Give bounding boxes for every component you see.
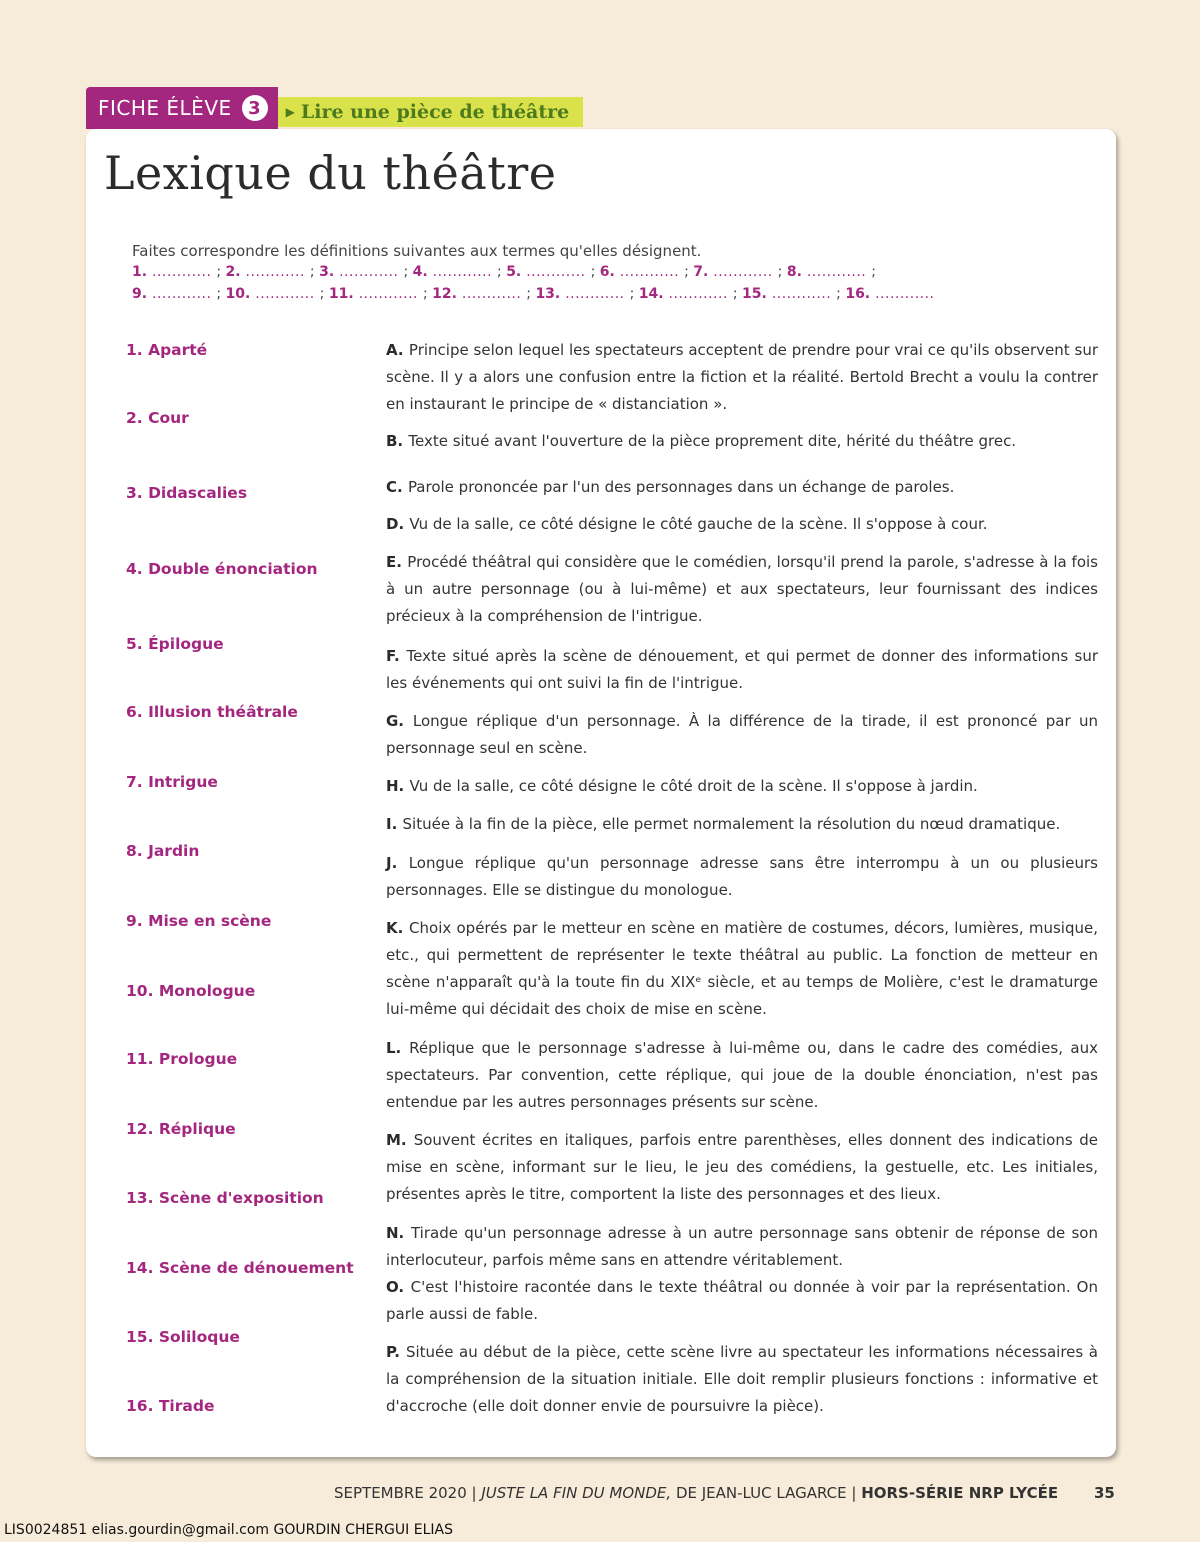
definition-text: Située au début de la pièce, cette scène livre au spectateur les informations nécessaires à la compréhension de la situation initiale. Elle doit remplir plusieurs fonctions : informative et d'accroche (elle doit donner envie de poursuivre la pièce). xyxy=(386,1343,1098,1415)
term-item: 2. Cour xyxy=(126,409,189,427)
definition-letter: P. xyxy=(386,1343,406,1361)
definition-text: Souvent écrites en italiques, parfois entre parenthèses, elles donnent des indications de mise en scène, informant sur le lieu, le jeu des comédiens, la gestuelle, etc. Les initiales, présentes après le titre, comportent la liste des personnages et des lieux. xyxy=(386,1131,1098,1203)
definition-letter: F. xyxy=(386,647,407,665)
definition-letter: G. xyxy=(386,712,413,730)
term-item: 3. Didascalies xyxy=(126,484,248,502)
term-item: 14. Scène de dénouement xyxy=(126,1259,354,1277)
definition-item xyxy=(386,337,1098,418)
definition-text: Tirade qu'un personnage adresse à un autre personnage sans obtenir de réponse de son interlocuteur, parfois même sans en attendre véritablement. xyxy=(386,1224,1098,1269)
page-number: 35 xyxy=(1094,1484,1115,1502)
answer-separator: ; xyxy=(309,264,320,280)
answer-row-1 xyxy=(132,264,876,280)
definition-letter: O. xyxy=(386,1278,411,1296)
answer-separator: ; xyxy=(403,264,413,280)
answer-number: 6. xyxy=(599,264,615,280)
answer-number: 5. xyxy=(506,264,522,280)
footer-date: SEPTEMBRE 2020 | xyxy=(334,1484,482,1502)
definition-item xyxy=(386,708,1098,762)
answer-number: 11. xyxy=(328,286,354,302)
answer-blank[interactable]: ............ xyxy=(353,286,423,302)
definition-letter: K. xyxy=(386,919,410,937)
answer-separator: ; xyxy=(216,286,226,302)
definition-item xyxy=(386,811,1098,838)
answer-separator: ; xyxy=(871,264,876,280)
answer-number: 13. xyxy=(535,286,561,302)
term-item: 6. Illusion théâtrale xyxy=(126,703,298,721)
definition-item xyxy=(386,850,1098,904)
term-item: 16. Tirade xyxy=(126,1397,215,1415)
watermark: LIS0024851 elias.gourdin@gmail.com GOURDIN CHERGUI ELIAS xyxy=(4,1522,453,1538)
answer-number: 3. xyxy=(319,264,335,280)
term-item: 9. Mise en scène xyxy=(126,912,272,930)
definition-text: Procédé théâtral qui considère que le comédien, lorsqu'il prend la parole, s'adresse à la fois à un autre personnage (ou à lui-même) et aux spectateurs, leur fournissant des indices précieux à la compréhension de l'intrigue. xyxy=(386,553,1098,625)
term-item: 11. Prologue xyxy=(126,1050,238,1068)
page-title: Lexique du théâtre xyxy=(104,146,557,200)
answer-blank[interactable]: ............ xyxy=(663,286,733,302)
fiche-label xyxy=(86,87,278,129)
definition-letter: B. xyxy=(386,432,409,450)
answer-separator: ; xyxy=(629,286,639,302)
definition-text: Texte situé après la scène de dénouement, et qui permet de donner des informations sur les événements qui ont suivi la fin de l'intrigue. xyxy=(386,647,1098,692)
footer-work: JUSTE LA FIN DU MONDE, xyxy=(481,1484,672,1502)
answer-number: 10. xyxy=(225,286,251,302)
answer-number: 16. xyxy=(845,286,871,302)
definition-letter: H. xyxy=(386,777,410,795)
definition-text: Située à la fin de la pièce, elle permet normalement la résolution du nœud dramatique. xyxy=(402,815,1061,833)
answer-separator: ; xyxy=(590,264,600,280)
definition-text: Vu de la salle, ce côté désigne le côté gauche de la scène. Il s'oppose à cour. xyxy=(409,515,988,533)
answer-row-2 xyxy=(132,286,935,302)
answer-separator: ; xyxy=(319,286,329,302)
term-item: 10. Monologue xyxy=(126,982,256,1000)
footer-series: HORS-SÉRIE NRP LYCÉE xyxy=(861,1484,1059,1502)
answer-blank[interactable]: ............ xyxy=(147,286,217,302)
term-item: 5. Épilogue xyxy=(126,635,224,653)
answer-number: 1. xyxy=(132,264,148,280)
fiche-tab xyxy=(86,87,583,129)
answer-separator: ; xyxy=(732,286,743,302)
triangle-right-icon: ▶ xyxy=(285,105,295,119)
term-item: 4. Double énonciation xyxy=(126,560,318,578)
definition-text: Texte situé avant l'ouverture de la pièce proprement dite, hérité du théâtre grec. xyxy=(408,432,1017,450)
term-item: 13. Scène d'exposition xyxy=(126,1189,324,1207)
section-subtitle-text: Lire une pièce de théâtre xyxy=(300,101,570,123)
definition-letter: A. xyxy=(386,341,409,359)
term-item: 1. Aparté xyxy=(126,341,208,359)
answer-number: 14. xyxy=(638,286,664,302)
section-subtitle xyxy=(278,97,584,127)
answer-blank[interactable]: ............ xyxy=(456,286,527,302)
definition-item xyxy=(386,1339,1098,1420)
footer xyxy=(334,1484,1058,1502)
definition-text: Longue réplique d'un personnage. À la différence de la tirade, il est prononcé par un personnage seul en scène. xyxy=(386,712,1099,757)
answer-blank[interactable]: ............ xyxy=(560,286,630,302)
definition-letter: J. xyxy=(386,854,409,872)
term-item: 12. Réplique xyxy=(126,1120,236,1138)
definition-text: Réplique que le personnage s'adresse à lui-même ou, dans le cadre des comédies, aux spectateurs. Par convention, cette réplique, qui joue de la double énonciation, n'est pas entendue par les autres personnages présents sur scène. xyxy=(386,1039,1098,1111)
answer-blank[interactable]: ............ xyxy=(521,264,591,280)
answer-blank[interactable]: ............ xyxy=(240,264,310,280)
definition-text: Vu de la salle, ce côté désigne le côté droit de la scène. Il s'oppose à jardin. xyxy=(409,777,978,795)
definition-text: Choix opérés par le metteur en scène en matière de costumes, décors, lumières, musique, etc., qui permettent de représenter le texte théâtral au public. La fonction de metteur en scène n'apparaît qu'à la toute fin du XIXᵉ siècle, et au temps de Molière, c'est le dramaturge lui-même qui décidait des choix de mise en scène. xyxy=(386,919,1099,1018)
answer-number: 7. xyxy=(693,264,709,280)
answer-separator: ; xyxy=(777,264,787,280)
definition-item xyxy=(386,1220,1098,1274)
definition-item xyxy=(386,1127,1098,1208)
definition-item xyxy=(386,549,1098,630)
answer-blank[interactable]: ............ xyxy=(334,264,404,280)
definition-letter: I. xyxy=(386,815,403,833)
definition-item xyxy=(386,428,1098,455)
definition-item xyxy=(386,643,1098,697)
footer-author: DE JEAN-LUC LAGARCE | xyxy=(671,1484,862,1502)
answer-blank[interactable]: ............ xyxy=(708,264,778,280)
definition-letter: C. xyxy=(386,478,408,496)
fiche-label-text: FICHE ÉLÈVE xyxy=(98,96,232,120)
answer-separator: ; xyxy=(497,264,507,280)
definition-letter: E. xyxy=(386,553,408,571)
answer-number: 4. xyxy=(412,264,428,280)
definition-item xyxy=(386,773,1098,800)
answer-separator: ; xyxy=(526,286,536,302)
definition-letter: L. xyxy=(386,1039,410,1057)
answer-blank[interactable]: ............ xyxy=(427,264,498,280)
fiche-number-badge: 3 xyxy=(242,95,268,121)
definition-letter: D. xyxy=(386,515,410,533)
definition-item xyxy=(386,511,1098,538)
answer-blank[interactable]: ............ xyxy=(147,264,217,280)
answer-separator: ; xyxy=(216,264,226,280)
answer-separator: ; xyxy=(422,286,433,302)
answer-blank[interactable]: ............ xyxy=(870,286,935,302)
definition-item xyxy=(386,915,1098,1023)
definition-item xyxy=(386,1274,1098,1328)
answer-number: 12. xyxy=(432,286,457,302)
term-item: 15. Soliloque xyxy=(126,1328,240,1346)
answer-separator: ; xyxy=(684,264,694,280)
definition-item xyxy=(386,1035,1098,1116)
answer-number: 9. xyxy=(132,286,148,302)
term-item: 8. Jardin xyxy=(126,842,200,860)
definition-item xyxy=(386,474,1098,501)
definition-text: Parole prononcée par l'un des personnages dans un échange de paroles. xyxy=(407,478,955,496)
definition-text: Principe selon lequel les spectateurs acceptent de prendre pour vrai ce qu'ils observent sur scène. Il y a alors une confusion entre la fiction et la réalité. Bertold Brecht a voulu la contrer en instaurant le principe de « distanciation ». xyxy=(386,341,1099,413)
instruction: Faites correspondre les définitions suivantes aux termes qu'elles désignent. xyxy=(132,242,702,260)
term-item: 7. Intrigue xyxy=(126,773,218,791)
answer-blank[interactable]: ............ xyxy=(614,264,685,280)
answer-number: 2. xyxy=(225,264,241,280)
answer-blank[interactable]: ............ xyxy=(250,286,320,302)
answer-blank[interactable]: ............ xyxy=(766,286,837,302)
definition-letter: M. xyxy=(386,1131,414,1149)
answer-number: 15. xyxy=(742,286,767,302)
definition-text: Longue réplique qu'un personnage adresse sans être interrompu à un ou plusieurs personnages. Elle se distingue du monologue. xyxy=(386,854,1098,899)
answer-number: 8. xyxy=(786,264,802,280)
answer-blank[interactable]: ............ xyxy=(801,264,872,280)
answer-separator: ; xyxy=(836,286,846,302)
definition-letter: N. xyxy=(386,1224,411,1242)
definition-text: C'est l'histoire racontée dans le texte théâtral ou donnée à voir par la représentation. On parle aussi de fable. xyxy=(386,1278,1098,1323)
